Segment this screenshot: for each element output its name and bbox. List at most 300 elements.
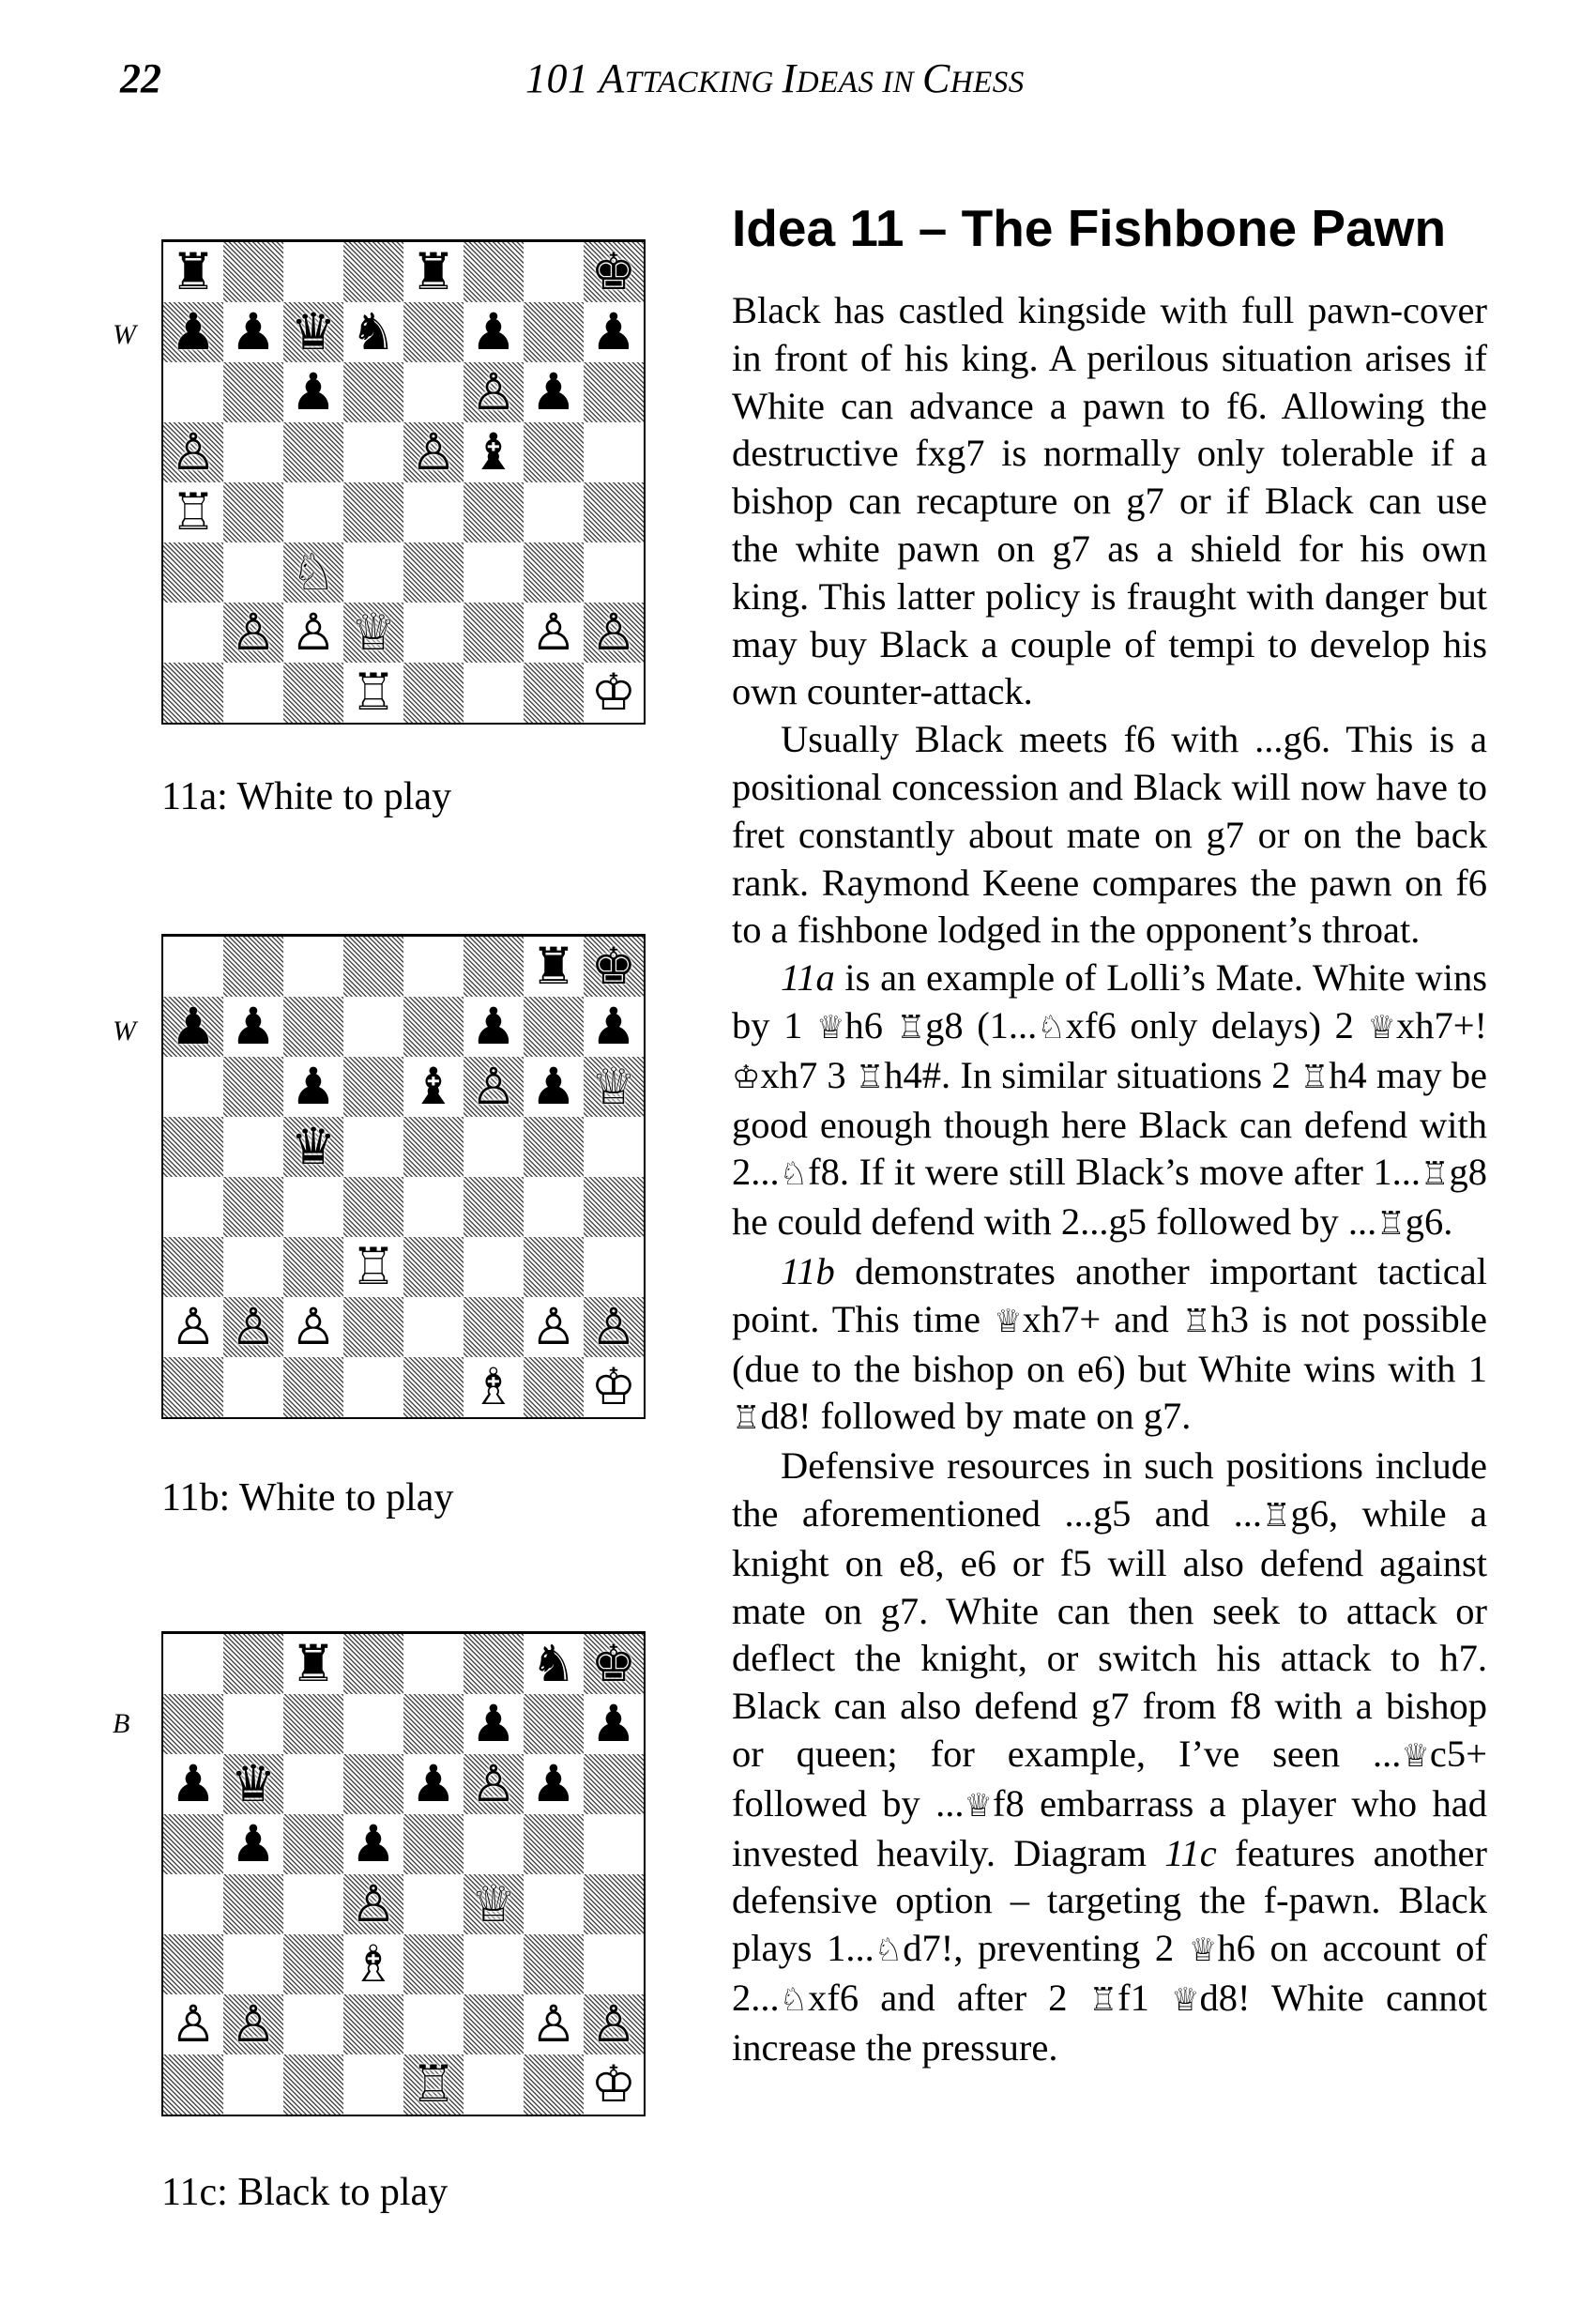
running-head-num: 101 <box>525 55 600 101</box>
square-f8 <box>464 242 524 302</box>
square-f5 <box>464 1814 524 1874</box>
square-d6 <box>343 1754 403 1814</box>
square-c8 <box>283 937 343 997</box>
black-queen-icon: ♛ <box>230 1754 277 1813</box>
square-d8 <box>343 937 403 997</box>
square-b3 <box>223 1934 283 1994</box>
square-f3 <box>464 542 524 603</box>
square-g2 <box>524 1994 584 2054</box>
square-b7 <box>223 997 283 1057</box>
figurine-icon: ♕ <box>994 1302 1023 1340</box>
white-queen-icon: ♕ <box>350 603 397 662</box>
square-g6 <box>524 1754 584 1814</box>
white-knight-icon: ♘ <box>290 542 337 602</box>
black-pawn-icon: ♟ <box>470 302 517 361</box>
page-number: 22 <box>120 55 161 101</box>
white-pawn-icon: ♙ <box>170 422 217 481</box>
square-f7 <box>464 1694 524 1754</box>
white-pawn-icon: ♙ <box>410 422 457 481</box>
square-h1 <box>584 2054 644 2115</box>
square-e3 <box>403 1237 464 1297</box>
square-h7 <box>584 302 644 362</box>
square-b2 <box>223 603 283 663</box>
square-c1 <box>283 2054 343 2115</box>
black-pawn-icon: ♟ <box>230 997 277 1056</box>
square-b1 <box>223 1357 283 1417</box>
black-rook-icon: ♜ <box>290 1634 337 1693</box>
figurine-icon: ♕ <box>964 1786 993 1825</box>
square-d2 <box>343 1994 403 2054</box>
square-h7 <box>584 997 644 1057</box>
square-e5 <box>403 422 464 482</box>
black-bishop-icon: ♝ <box>410 1057 457 1116</box>
square-d5 <box>343 422 403 482</box>
figurine-icon: ♘ <box>779 1980 809 2019</box>
square-c2 <box>283 1297 343 1357</box>
square-f2 <box>464 1994 524 2054</box>
square-g3 <box>524 542 584 603</box>
white-pawn-icon: ♙ <box>530 1994 577 2054</box>
figurine-icon: ♖ <box>1182 1302 1211 1340</box>
square-f4 <box>464 1874 524 1934</box>
square-g2 <box>524 1297 584 1357</box>
square-d3 <box>343 542 403 603</box>
diagram-reference: 11c <box>1164 1831 1217 1874</box>
white-pawn-icon: ♙ <box>290 1297 337 1356</box>
square-f1 <box>464 1357 524 1417</box>
square-d1 <box>343 1357 403 1417</box>
figurine-icon: ♖ <box>855 1058 885 1096</box>
square-f3 <box>464 1934 524 1994</box>
square-a3 <box>163 1237 223 1297</box>
square-f4 <box>464 1177 524 1237</box>
square-d4 <box>343 1874 403 1934</box>
white-queen-icon: ♕ <box>590 1057 637 1116</box>
square-a5 <box>163 422 223 482</box>
white-pawn-icon: ♙ <box>230 603 277 662</box>
square-c6 <box>283 362 343 422</box>
square-d3 <box>343 1934 403 1994</box>
square-e8 <box>403 937 464 997</box>
square-c1 <box>283 1357 343 1417</box>
square-b3 <box>223 542 283 603</box>
square-b3 <box>223 1237 283 1297</box>
black-knight-icon: ♞ <box>530 1634 577 1693</box>
square-b7 <box>223 1694 283 1754</box>
square-g4 <box>524 482 584 542</box>
square-e4 <box>403 1874 464 1934</box>
square-a4 <box>163 482 223 542</box>
square-d4 <box>343 1177 403 1237</box>
figurine-icon: ♕ <box>1367 1008 1396 1046</box>
figurine-icon: ♖ <box>1262 1496 1291 1535</box>
square-e6 <box>403 1057 464 1117</box>
square-b7 <box>223 302 283 362</box>
black-rook-icon: ♜ <box>170 242 217 301</box>
square-g6 <box>524 362 584 422</box>
square-c8 <box>283 242 343 302</box>
square-d1 <box>343 663 403 723</box>
white-pawn-icon: ♙ <box>590 1994 637 2054</box>
square-c3 <box>283 542 343 603</box>
white-pawn-icon: ♙ <box>590 1297 637 1356</box>
square-b8 <box>223 242 283 302</box>
square-a4 <box>163 1874 223 1934</box>
diagram-reference: 11a <box>781 956 835 1000</box>
square-h3 <box>584 1237 644 1297</box>
paragraph-4: 11b demonstrates another important tactical point. This time ♕xh7+ and ♖h3 is not possible (due to the bishop on e6) but White wins with 1 ♖d8! followed by mate on g7. <box>732 1249 1487 1438</box>
square-a5 <box>163 1117 223 1177</box>
square-c6 <box>283 1057 343 1117</box>
square-a5 <box>163 1814 223 1874</box>
square-a6 <box>163 1754 223 1814</box>
square-g7 <box>524 1694 584 1754</box>
square-a6 <box>163 1057 223 1117</box>
black-pawn-icon: ♟ <box>290 1057 337 1116</box>
square-c8 <box>283 1634 343 1694</box>
square-a2 <box>163 603 223 663</box>
black-pawn-icon: ♟ <box>590 997 637 1056</box>
square-d2 <box>343 1297 403 1357</box>
square-g1 <box>524 663 584 723</box>
running-head <box>525 54 1025 102</box>
square-g8 <box>524 1634 584 1694</box>
square-e7 <box>403 997 464 1057</box>
white-bishop-icon: ♗ <box>470 1357 517 1416</box>
chess-diagram-11c <box>161 1631 646 2116</box>
black-queen-icon: ♛ <box>290 1117 337 1176</box>
white-pawn-icon: ♙ <box>470 1057 517 1116</box>
square-e3 <box>403 1934 464 1994</box>
black-queen-icon: ♛ <box>290 302 337 361</box>
white-rook-icon: ♖ <box>170 482 217 542</box>
square-a7 <box>163 997 223 1057</box>
white-pawn-icon: ♙ <box>170 1994 217 2054</box>
square-h5 <box>584 1814 644 1874</box>
black-king-icon: ♚ <box>590 937 637 996</box>
square-e4 <box>403 482 464 542</box>
black-pawn-icon: ♟ <box>530 1754 577 1813</box>
white-pawn-icon: ♙ <box>290 603 337 662</box>
square-d5 <box>343 1814 403 1874</box>
square-a7 <box>163 1694 223 1754</box>
square-e7 <box>403 1694 464 1754</box>
square-g6 <box>524 1057 584 1117</box>
square-h2 <box>584 1994 644 2054</box>
square-e5 <box>403 1117 464 1177</box>
square-f1 <box>464 663 524 723</box>
square-c1 <box>283 663 343 723</box>
black-pawn-icon: ♟ <box>230 302 277 361</box>
square-a3 <box>163 1934 223 1994</box>
figurine-icon: ♕ <box>1401 1736 1430 1775</box>
square-f5 <box>464 422 524 482</box>
black-pawn-icon: ♟ <box>590 1694 637 1753</box>
square-h5 <box>584 422 644 482</box>
square-f7 <box>464 302 524 362</box>
square-e1 <box>403 663 464 723</box>
black-rook-icon: ♜ <box>530 937 577 996</box>
square-b4 <box>223 482 283 542</box>
figurine-icon: ♔ <box>732 1058 761 1096</box>
square-d7 <box>343 1694 403 1754</box>
square-d7 <box>343 997 403 1057</box>
square-f2 <box>464 1297 524 1357</box>
black-pawn-icon: ♟ <box>590 302 637 361</box>
chess-diagram-11a <box>161 239 646 725</box>
square-e2 <box>403 603 464 663</box>
white-pawn-icon: ♙ <box>350 1874 397 1933</box>
square-a3 <box>163 542 223 603</box>
square-b6 <box>223 1057 283 1117</box>
square-c7 <box>283 997 343 1057</box>
square-a2 <box>163 1297 223 1357</box>
square-e1 <box>403 1357 464 1417</box>
square-e6 <box>403 1754 464 1814</box>
square-e7 <box>403 302 464 362</box>
square-d4 <box>343 482 403 542</box>
square-a7 <box>163 302 223 362</box>
black-pawn-icon: ♟ <box>290 362 337 421</box>
square-d1 <box>343 2054 403 2115</box>
black-pawn-icon: ♟ <box>530 362 577 421</box>
white-pawn-icon: ♙ <box>470 362 517 421</box>
square-h6 <box>584 362 644 422</box>
side-to-move-11b: W <box>113 1016 136 1046</box>
white-pawn-icon: ♙ <box>170 1297 217 1356</box>
square-f6 <box>464 362 524 422</box>
running-head-c: C <box>921 55 950 101</box>
black-pawn-icon: ♟ <box>350 1814 397 1873</box>
square-h7 <box>584 1694 644 1754</box>
black-pawn-icon: ♟ <box>470 1694 517 1753</box>
square-c5 <box>283 1117 343 1177</box>
square-h1 <box>584 663 644 723</box>
paragraph-1: Black has castled kingside with full pawn-cover in front of his king. A perilous situation arises if White can advance a pawn to f6. Allowing the destructive fxg7 is normally only tolerable if a bishop can recapture on g7 or if Black can use the white pawn on g7 as a shield for his own king. This latter policy is fraught with danger but may buy Black a couple of tempi to develop his own counter-attack. <box>732 289 1487 713</box>
white-king-icon: ♔ <box>590 2054 637 2114</box>
square-e8 <box>403 242 464 302</box>
square-h3 <box>584 1934 644 1994</box>
square-d8 <box>343 1634 403 1694</box>
square-h2 <box>584 1297 644 1357</box>
square-h6 <box>584 1057 644 1117</box>
square-b1 <box>223 2054 283 2115</box>
figurine-icon: ♘ <box>779 1155 809 1194</box>
square-g4 <box>524 1177 584 1237</box>
white-king-icon: ♔ <box>590 1357 637 1416</box>
square-d3 <box>343 1237 403 1297</box>
square-g1 <box>524 1357 584 1417</box>
square-f1 <box>464 2054 524 2115</box>
square-h8 <box>584 242 644 302</box>
square-g8 <box>524 937 584 997</box>
square-b6 <box>223 1754 283 1814</box>
figurine-icon: ♖ <box>1376 1205 1406 1244</box>
white-pawn-icon: ♙ <box>230 1994 277 2054</box>
square-a1 <box>163 1357 223 1417</box>
black-king-icon: ♚ <box>590 1634 637 1693</box>
square-e2 <box>403 1994 464 2054</box>
figurine-icon: ♖ <box>732 1399 761 1438</box>
square-d2 <box>343 603 403 663</box>
square-b5 <box>223 1117 283 1177</box>
figurine-icon: ♖ <box>1421 1155 1450 1194</box>
square-d6 <box>343 362 403 422</box>
paragraph-2: Usually Black meets f6 with ...g6. This is a positional concession and Black will now have to fret constantly about mate on g7 or on the back rank. Raymond Keene compares the pawn on f6 to a fishbone lodged in the opponent’s throat. <box>732 718 1487 952</box>
square-g7 <box>524 302 584 362</box>
diagram-caption-11b: 11b: White to play <box>161 1476 454 1520</box>
square-a2 <box>163 1994 223 2054</box>
white-king-icon: ♔ <box>590 663 637 722</box>
square-b4 <box>223 1874 283 1934</box>
black-king-icon: ♚ <box>590 242 637 301</box>
square-f6 <box>464 1057 524 1117</box>
text-column <box>732 197 1487 2071</box>
square-c4 <box>283 1177 343 1237</box>
square-a6 <box>163 362 223 422</box>
square-c2 <box>283 603 343 663</box>
running-head-a-sc: TTACKING <box>624 66 783 99</box>
figurine-icon: ♕ <box>1188 1932 1218 1970</box>
square-c4 <box>283 1874 343 1934</box>
figurine-icon: ♖ <box>1300 1058 1330 1096</box>
running-head-i: I <box>782 55 797 101</box>
white-queen-icon: ♕ <box>470 1874 517 1933</box>
square-h8 <box>584 1634 644 1694</box>
side-to-move-11c: B <box>113 1708 130 1739</box>
square-f3 <box>464 1237 524 1297</box>
diagram-caption-11a: 11a: White to play <box>161 775 452 818</box>
square-f5 <box>464 1117 524 1177</box>
square-f4 <box>464 482 524 542</box>
black-pawn-icon: ♟ <box>470 997 517 1056</box>
black-rook-icon: ♜ <box>410 242 457 301</box>
figurine-icon: ♘ <box>874 1932 904 1970</box>
diagram-reference: 11b <box>781 1249 835 1292</box>
square-e4 <box>403 1177 464 1237</box>
white-pawn-icon: ♙ <box>530 1297 577 1356</box>
paragraph-5: Defensive resources in such positions include the aforementioned ...g5 and ...♖g6, while a knight on e8, e6 or f5 will also defend against mate on g7. White can then seek to attack or deflect the knight, or switch his attack to h7. Black can also defend g7 from f8 with a bishop or queen; for example, I’ve seen ...♕c5+ followed by ...♕f8 embarrass a player who had invested heavily. Diagram 11c features another defensive option – targeting the f-pawn. Black plays 1...♘d7!, preventing 2 ♕h6 on account of 2...♘xf6 and after 2 ♖f1 ♕d8! White cannot increase the pressure. <box>732 1444 1488 2069</box>
figurine-icon: ♘ <box>1037 1008 1066 1046</box>
square-g3 <box>524 1237 584 1297</box>
square-c3 <box>283 1237 343 1297</box>
square-h5 <box>584 1117 644 1177</box>
square-e6 <box>403 362 464 422</box>
square-b8 <box>223 937 283 997</box>
side-to-move-11a: W <box>113 319 136 350</box>
square-g5 <box>524 422 584 482</box>
square-g4 <box>524 1874 584 1934</box>
square-f8 <box>464 1634 524 1694</box>
square-d6 <box>343 1057 403 1117</box>
black-pawn-icon: ♟ <box>230 1814 277 1873</box>
square-c2 <box>283 1994 343 2054</box>
running-head-i-sc: DEAS IN <box>796 66 922 99</box>
square-g5 <box>524 1117 584 1177</box>
figurine-icon: ♕ <box>815 1008 845 1046</box>
white-pawn-icon: ♙ <box>470 1754 517 1813</box>
black-knight-icon: ♞ <box>350 302 397 361</box>
chess-diagram-11b <box>161 934 646 1419</box>
running-head-c-sc: HESS <box>950 66 1025 99</box>
square-d7 <box>343 302 403 362</box>
square-a4 <box>163 1177 223 1237</box>
square-h4 <box>584 482 644 542</box>
square-a1 <box>163 663 223 723</box>
square-h6 <box>584 1754 644 1814</box>
square-a8 <box>163 937 223 997</box>
square-e8 <box>403 1634 464 1694</box>
square-f8 <box>464 937 524 997</box>
white-pawn-icon: ♙ <box>230 1297 277 1356</box>
square-h1 <box>584 1357 644 1417</box>
white-rook-icon: ♖ <box>350 1237 397 1296</box>
white-rook-icon: ♖ <box>410 2054 457 2114</box>
square-g3 <box>524 1934 584 1994</box>
square-h3 <box>584 542 644 603</box>
square-b4 <box>223 1177 283 1237</box>
square-d8 <box>343 242 403 302</box>
square-b5 <box>223 1814 283 1874</box>
square-b2 <box>223 1994 283 2054</box>
square-b5 <box>223 422 283 482</box>
square-h8 <box>584 937 644 997</box>
square-f2 <box>464 603 524 663</box>
black-pawn-icon: ♟ <box>410 1754 457 1813</box>
square-c6 <box>283 1754 343 1814</box>
square-g5 <box>524 1814 584 1874</box>
square-h4 <box>584 1177 644 1237</box>
square-e3 <box>403 542 464 603</box>
black-pawn-icon: ♟ <box>170 997 217 1056</box>
paragraph-3: 11a is an example of Lolli’s Mate. White wins by 1 ♕h6 ♖g8 (1...♘xf6 only delays) 2 ♕xh7+! ♔xh7 3 ♖h4#. In similar situations 2 ♖h4 may be good enough though here Black can defend with 2...♘f8. If it were still Black’s move after 1...♖g8 he could defend with 2...g5 followed by ...♖g6. <box>732 956 1488 1244</box>
square-b6 <box>223 362 283 422</box>
square-f6 <box>464 1754 524 1814</box>
black-pawn-icon: ♟ <box>170 302 217 361</box>
white-pawn-icon: ♙ <box>530 603 577 662</box>
black-pawn-icon: ♟ <box>170 1754 217 1813</box>
square-h4 <box>584 1874 644 1934</box>
figurine-icon: ♖ <box>1088 1980 1118 2019</box>
figurine-icon: ♕ <box>1171 1980 1200 2019</box>
square-b8 <box>223 1634 283 1694</box>
square-d5 <box>343 1117 403 1177</box>
square-g2 <box>524 603 584 663</box>
square-g8 <box>524 242 584 302</box>
white-rook-icon: ♖ <box>350 663 397 722</box>
square-e1 <box>403 2054 464 2115</box>
square-e5 <box>403 1814 464 1874</box>
figurine-icon: ♖ <box>896 1008 926 1046</box>
square-b2 <box>223 1297 283 1357</box>
square-c7 <box>283 302 343 362</box>
square-h2 <box>584 603 644 663</box>
running-head-a: A <box>599 55 625 101</box>
square-c4 <box>283 482 343 542</box>
square-c5 <box>283 422 343 482</box>
idea-title: Idea 11 – The Fishbone Pawn <box>732 199 1447 257</box>
square-c5 <box>283 1814 343 1874</box>
square-f7 <box>464 997 524 1057</box>
white-bishop-icon: ♗ <box>350 1934 397 1993</box>
square-a8 <box>163 1634 223 1694</box>
square-g7 <box>524 997 584 1057</box>
white-pawn-icon: ♙ <box>590 603 637 662</box>
square-a8 <box>163 242 223 302</box>
square-c3 <box>283 1934 343 1994</box>
black-bishop-icon: ♝ <box>470 422 517 481</box>
square-g1 <box>524 2054 584 2115</box>
